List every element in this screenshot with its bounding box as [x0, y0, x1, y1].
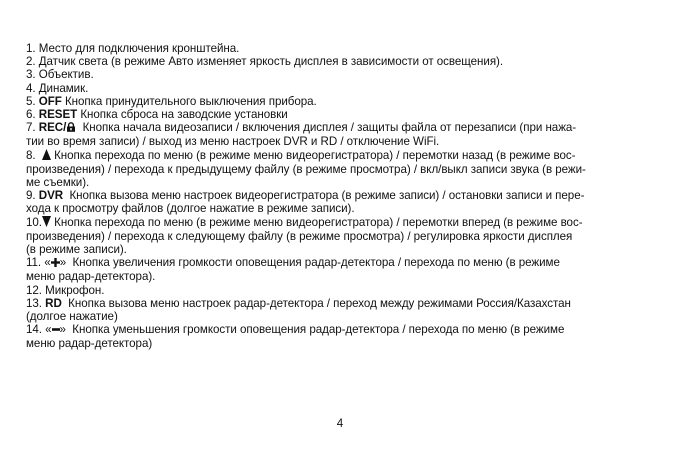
item-text: Кнопка уменьшения громкости оповещения радар-детектора / перехода по меню (в режиме — [72, 323, 565, 337]
item-text: Кнопка вызова меню настроек видеорегистратора (в режиме записи) / остановки записи и пере- — [69, 189, 585, 203]
list-item — [26, 108, 658, 121]
triangle-down-icon — [42, 216, 51, 230]
item-text: Кнопка перехода по меню (в режиме меню видеорегистратора) / перемотки вперед (в режиме вос- — [54, 215, 583, 229]
quote-close: » — [59, 323, 66, 337]
item-number: 8. — [26, 148, 36, 162]
list-item — [26, 216, 658, 257]
list-item — [26, 55, 658, 68]
item-number: 7. — [26, 121, 36, 135]
item-text: Кнопка начала видеозаписи / включения дисплея / защиты файла от перезаписи (при нажа- — [82, 121, 577, 135]
item-text: 1. Место для подключения кронштейна. — [26, 42, 240, 55]
lock-icon — [66, 122, 76, 135]
list-item — [26, 149, 658, 190]
item-number: 14. — [26, 323, 42, 337]
dvr-button-label: DVR — [38, 189, 64, 203]
triangle-up-icon — [42, 149, 51, 163]
rec-button-label: REC/ — [38, 121, 67, 135]
plus-icon — [51, 257, 60, 270]
page-number: 4 — [336, 417, 344, 430]
reset-button-label: RESET — [38, 108, 78, 122]
list-item — [26, 121, 658, 148]
item-text: 4. Динамик. — [26, 81, 89, 95]
item-text: произведения) / перехода к следующему файлу (в режиме просмотра) / регулировка яркости дисплея — [26, 229, 573, 243]
button-description-list — [26, 42, 658, 351]
list-item — [26, 256, 658, 283]
item-text: 3. Объектив. — [26, 68, 94, 82]
list-item — [26, 297, 658, 323]
item-number: 5. — [26, 94, 36, 108]
item-number: 13. — [26, 296, 42, 310]
item-text: 12. Микрофон. — [26, 283, 105, 297]
item-text: 2. Датчик света (в режиме Авто изменяет яркость дисплея в зависимости от освещения). — [26, 55, 504, 69]
quote-open: « — [45, 323, 52, 337]
item-text: Кнопка перехода по меню (в режиме меню видеорегистратора) / перемотки назад (в режиме вос- — [54, 148, 576, 162]
item-text: (в режиме записи). — [26, 243, 127, 257]
rd-button-label: RD — [45, 296, 62, 310]
item-number: 10. — [26, 215, 42, 229]
list-item — [26, 95, 658, 108]
item-text: Кнопка принудительного выключения прибора. — [61, 94, 317, 108]
item-text: хода к просмотру файлов (долгое нажатие в режиме записи). — [26, 202, 355, 216]
list-item — [26, 82, 658, 95]
item-number: 11. — [26, 256, 42, 270]
list-item — [26, 323, 658, 350]
item-text: Кнопка увеличения громкости оповещения радар-детектора / перехода по меню (в режиме — [72, 256, 560, 270]
list-item — [26, 284, 658, 297]
off-button-label: OFF — [38, 94, 62, 108]
quote-open: « — [44, 256, 51, 270]
item-text: произведения) / перехода к предыдущему файлу (в режиме просмотра) / вкл/выкл записи звука (в режи- — [26, 162, 586, 176]
item-number: 9. — [26, 189, 36, 203]
item-text: Кнопка сброса на заводские установки — [77, 108, 288, 122]
minus-icon — [52, 324, 60, 337]
item-number: 6. — [26, 108, 36, 122]
item-text: тии во время записи) / выход из меню настроек DVR и RD / отключение WiFi. — [26, 135, 440, 149]
item-text: (долгое нажатие) — [26, 310, 118, 324]
list-item — [26, 189, 658, 215]
list-item — [26, 68, 658, 81]
list-item — [26, 42, 658, 55]
item-text: Кнопка вызова меню настроек радар-детектора / переход между режимами Россия/Казахстан — [68, 296, 571, 310]
item-text: меню радар-детектора). — [26, 270, 156, 284]
item-text: меню радар-детектора) — [26, 337, 153, 351]
item-text: ме съемки). — [26, 176, 90, 190]
quote-close: » — [59, 256, 67, 270]
